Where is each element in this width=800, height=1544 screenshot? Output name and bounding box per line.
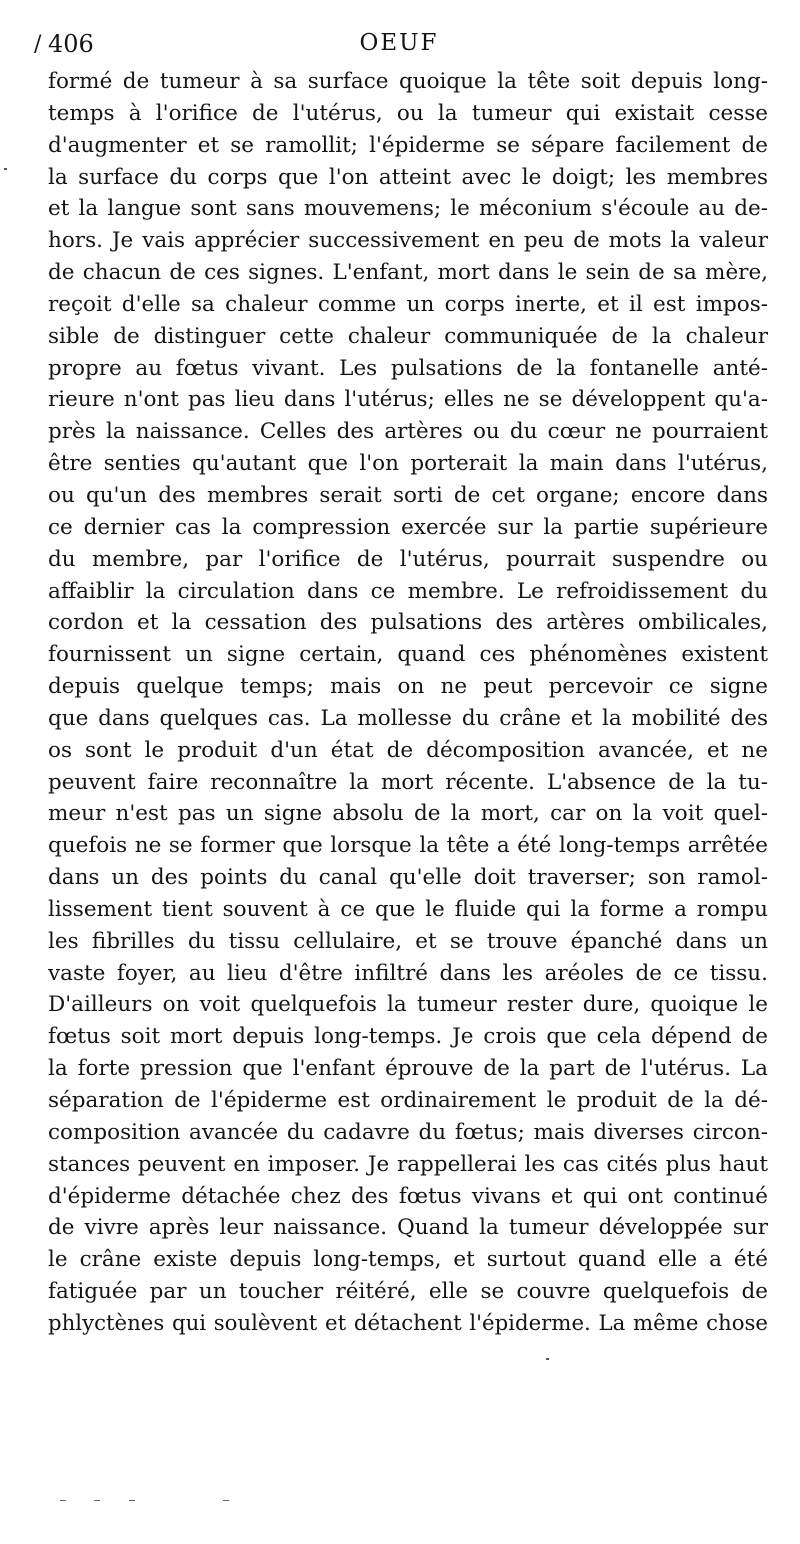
text-line: phlyctènes qui soulèvent et détachent l'épiderme. La même chose — [48, 1310, 768, 1336]
text-line: propre au fœtus vivant. Les pulsations de la fontanelle anté- — [48, 355, 768, 381]
text-line: peuvent faire reconnaître la mort récente. L'absence de la tu- — [48, 769, 768, 795]
scan-specks — [60, 1492, 243, 1508]
running-head: OEUF — [359, 30, 439, 56]
speck — [546, 1358, 549, 1360]
text-line: cordon et la cessation des pulsations des artères ombilicales, — [48, 610, 768, 636]
text-line: que dans quelques cas. La mollesse du crâne et la mobilité des — [48, 705, 768, 731]
speck — [4, 168, 7, 170]
text-line: os sont le produit d'un état de décomposition avancée, et ne — [48, 737, 768, 763]
speck — [94, 1500, 100, 1501]
text-line: vaste foyer, au lieu d'être infiltré dans les aréoles de ce tissu. — [48, 960, 768, 986]
text-line: d'épiderme détachée chez des fœtus vivans et qui ont continué — [48, 1183, 768, 1209]
text-line: formé de tumeur à sa surface quoique la tête soit depuis long- — [48, 69, 768, 94]
page-number: 406 — [48, 30, 94, 58]
text-line: ou qu'un des membres serait sorti de cet organe; encore dans — [48, 482, 768, 508]
text-line: la forte pression que l'enfant éprouve de la part de l'utérus. La — [48, 1056, 768, 1082]
text-line: fatiguée par un toucher réitéré, elle se couvre quelquefois de — [48, 1279, 768, 1305]
text-line: de chacun de ces signes. L'enfant, mort dans le sein de sa mère, — [48, 260, 768, 286]
text-line: stances peuvent en imposer. Je rappellerai les cas cités plus haut — [48, 1151, 768, 1177]
text-line: de vivre après leur naissance. Quand la tumeur développée sur — [48, 1215, 768, 1241]
text-line: le crâne existe depuis long-temps, et surtout quand elle a été — [48, 1247, 768, 1273]
text-line: lissement tient souvent à ce que le fluide qui la forme a rompu — [48, 896, 768, 922]
text-line: D'ailleurs on voit quelquefois la tumeur rester dure, quoique le — [48, 992, 768, 1018]
speck — [129, 1500, 135, 1501]
text-line: les fibrilles du tissu cellulaire, et se trouve épanché dans un — [48, 928, 768, 954]
text-line: affaiblir la circulation dans ce membre. Le refroidissement du — [48, 578, 768, 604]
text-line: ce dernier cas la compression exercée sur la partie supérieure — [48, 514, 768, 540]
text-line: depuis quelque temps; mais on ne peut percevoir ce signe — [48, 674, 768, 700]
text-line: fœtus soit mort depuis long-temps. Je crois que cela dépend de — [48, 1024, 768, 1050]
text-line: fournissent un signe certain, quand ces phénomènes existent — [48, 642, 768, 668]
text-line: hors. Je vais apprécier successivement en peu de mots la valeur — [48, 228, 768, 254]
text-line: reçoit d'elle sa chaleur comme un corps inerte, et il est impos- — [48, 291, 768, 317]
body-text — [48, 66, 768, 1340]
text-line: près la naissance. Celles des artères ou du cœur ne pourraient — [48, 419, 768, 445]
margin-mark: / — [34, 32, 42, 57]
text-line: être senties qu'autant que l'on porterait la main dans l'utérus, — [48, 451, 768, 477]
text-line: séparation de l'épiderme est ordinairement le produit de la dé- — [48, 1088, 768, 1113]
speck — [60, 1500, 66, 1501]
speck — [223, 1500, 229, 1501]
text-line: dans un des points du canal qu'elle doit traverser; son ramol- — [48, 865, 768, 891]
text-line: composition avancée du cadavre du fœtus; mais diverses circon- — [48, 1119, 768, 1145]
text-line: sible de distinguer cette chaleur communiquée de la chaleur — [48, 323, 768, 349]
text-line: et la langue sont sans mouvemens; le méconium s'écoule au de- — [48, 196, 768, 222]
text-line: meur n'est pas un signe absolu de la mort, car on la voit quel- — [48, 801, 768, 827]
text-line: temps à l'orifice de l'utérus, ou la tumeur qui existait cesse — [48, 100, 768, 126]
text-line: quefois ne se former que lorsque la tête a été long-temps arrêtée — [48, 833, 768, 859]
text-line: la surface du corps que l'on atteint avec le doigt; les membres — [48, 164, 768, 190]
text-line: rieure n'ont pas lieu dans l'utérus; elles ne se développent qu'a- — [48, 387, 768, 413]
text-line: d'augmenter et se ramollit; l'épiderme se sépare facilement de — [48, 132, 768, 158]
page-header — [34, 30, 764, 64]
text-line: du membre, par l'orifice de l'utérus, pourrait suspendre ou — [48, 546, 768, 572]
